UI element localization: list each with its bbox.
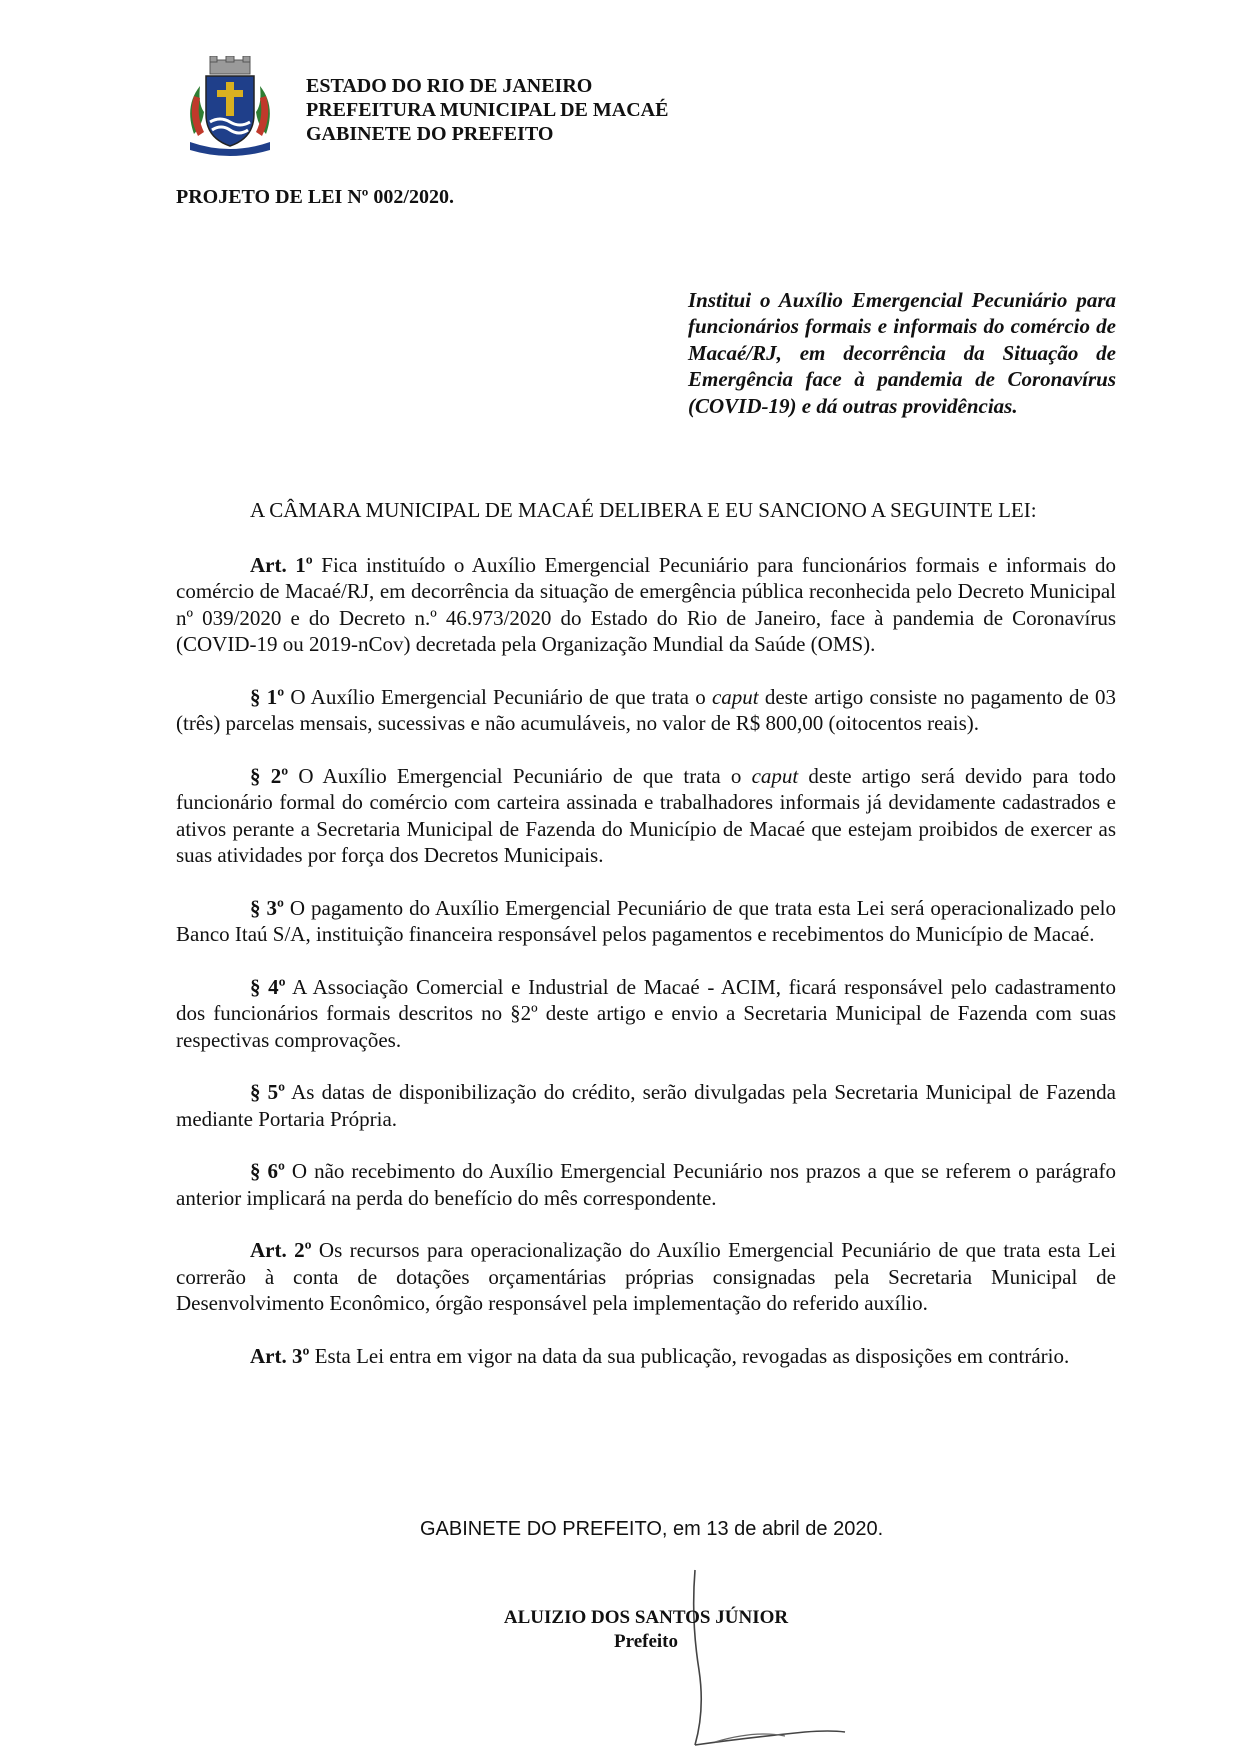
paragraph-5: [176, 1079, 1116, 1132]
clause-label: § 4º: [250, 974, 286, 999]
clause-text: Esta Lei entra em vigor na data da sua publicação, revogadas as disposições em contrário.: [309, 1343, 1070, 1368]
clause-text: deste artigo consiste no pagamento de 03 (três) parcelas mensais, sucessivas e não acumuláveis, no valor de R$ 800,00 (oitocentos reais).: [176, 684, 1116, 735]
paragraph-2: [176, 763, 1116, 869]
clause-italic: caput: [711, 684, 759, 709]
clause-label: Art. 3º: [250, 1343, 310, 1368]
clause-label: Art. 2º: [250, 1238, 312, 1262]
clause-label: § 1º: [250, 684, 285, 709]
clause-text: As datas de disponibilização do crédito, serão divulgadas pela Secretaria Municipal de Fazenda mediante Portaria Própria.: [176, 1080, 1116, 1131]
header-cabinet: GABINETE DO PREFEITO: [306, 123, 554, 145]
signer-name: ALUIZIO DOS SANTOS JÚNIOR: [503, 1607, 789, 1628]
clause-text: O não recebimento do Auxílio Emergencial Pecuniário nos prazos a que se referem o parágrafo anterior implicará na perda do benefício do mês correspondente.: [176, 1159, 1117, 1210]
signature-icon: [655, 1560, 875, 1755]
signer-role: Prefeito: [614, 1631, 678, 1652]
paragraph-6: [176, 1158, 1116, 1211]
paragraph-4: [176, 974, 1116, 1054]
clause-label: § 5º: [250, 1080, 286, 1104]
clause-text: O pagamento do Auxílio Emergencial Pecuniário de que trata esta Lei será operacionalizado pelo Banco Itaú S/A, instituição financeira responsável pelos pagamentos e recebimentos do Município de Macaé.: [176, 895, 1116, 946]
signer-block: [496, 1606, 796, 1654]
article-3: [176, 1343, 1116, 1370]
paragraph-3: [176, 895, 1116, 948]
municipal-crest-icon: [180, 56, 280, 156]
clause-italic: caput: [751, 763, 799, 788]
article-2: [176, 1237, 1116, 1317]
article-1: [176, 552, 1116, 658]
clause-text: O Auxílio Emergencial Pecuniário de que trata o: [284, 684, 712, 709]
clause-text: deste artigo será devido para todo funcionário formal do comércio com carteira assinada e trabalhadores informais já devidamente cadastrados e ativos perante a Secretaria Municipal de Fazenda do Município de Macaé que estejam proibidos de exercer as suas atividades por força dos Decretos Municipais.: [176, 763, 1116, 867]
bill-title: PROJETO DE LEI Nº 002/2020.: [176, 186, 454, 208]
clause-text: O Auxílio Emergencial Pecuniário de que trata o: [288, 763, 752, 788]
clause-text: Os recursos para operacionalização do Auxílio Emergencial Pecuniário de que trata esta Lei correrão à conta de dotações orçamentárias próprias consignadas pela Secretaria Municipal de Desenvolvimento Econômico, órgão responsável pela implementação do referido auxílio.: [176, 1238, 1116, 1315]
header-prefecture: PREFEITURA MUNICIPAL DE MACAÉ: [306, 99, 669, 121]
header-state: ESTADO DO RIO DE JANEIRO: [306, 75, 593, 97]
clause-text: A Associação Comercial e Industrial de Macaé - ACIM, ficará responsável pelo cadastramento dos funcionários formais descritos no §2º deste artigo e envio a Secretaria Municipal de Fazenda com suas respectivas comprovações.: [176, 974, 1116, 1052]
clause-text: Fica instituído o Auxílio Emergencial Pecuniário para funcionários formais e informais do comércio de Macaé/RJ, em decorrência da situação de emergência pública reconhecida pelo Decreto Municipal nº 039/2020 e do Decreto n.º 46.973/2020 do Estado do Rio de Janeiro, face à pandemia de Coronavírus (COVID-19 ou 2019-nCov) decretada pela Organização Mundial da Saúde (OMS).: [176, 552, 1116, 656]
enacting-clause: A CÂMARA MUNICIPAL DE MACAÉ DELIBERA E EU SANCIONO A SEGUINTE LEI:: [250, 498, 1037, 522]
paragraph-1: [176, 684, 1116, 737]
clause-label: § 6º: [250, 1159, 285, 1183]
closing-date-line: GABINETE DO PREFEITO, em 13 de abril de 2020.: [420, 1518, 884, 1540]
bill-summary: Institui o Auxílio Emergencial Pecuniário para funcionários formais e informais do comércio de Macaé/RJ, em decorrência da Situação de Emergência face à pandemia de Coronavírus (COVID-19) e dá outras providências.: [688, 288, 1116, 418]
bill-body: [176, 497, 1116, 1395]
letterhead: [306, 74, 668, 146]
clause-label: Art. 1º: [250, 552, 313, 577]
clause-label: § 3º: [250, 895, 284, 920]
clause-label: § 2º: [250, 763, 289, 788]
